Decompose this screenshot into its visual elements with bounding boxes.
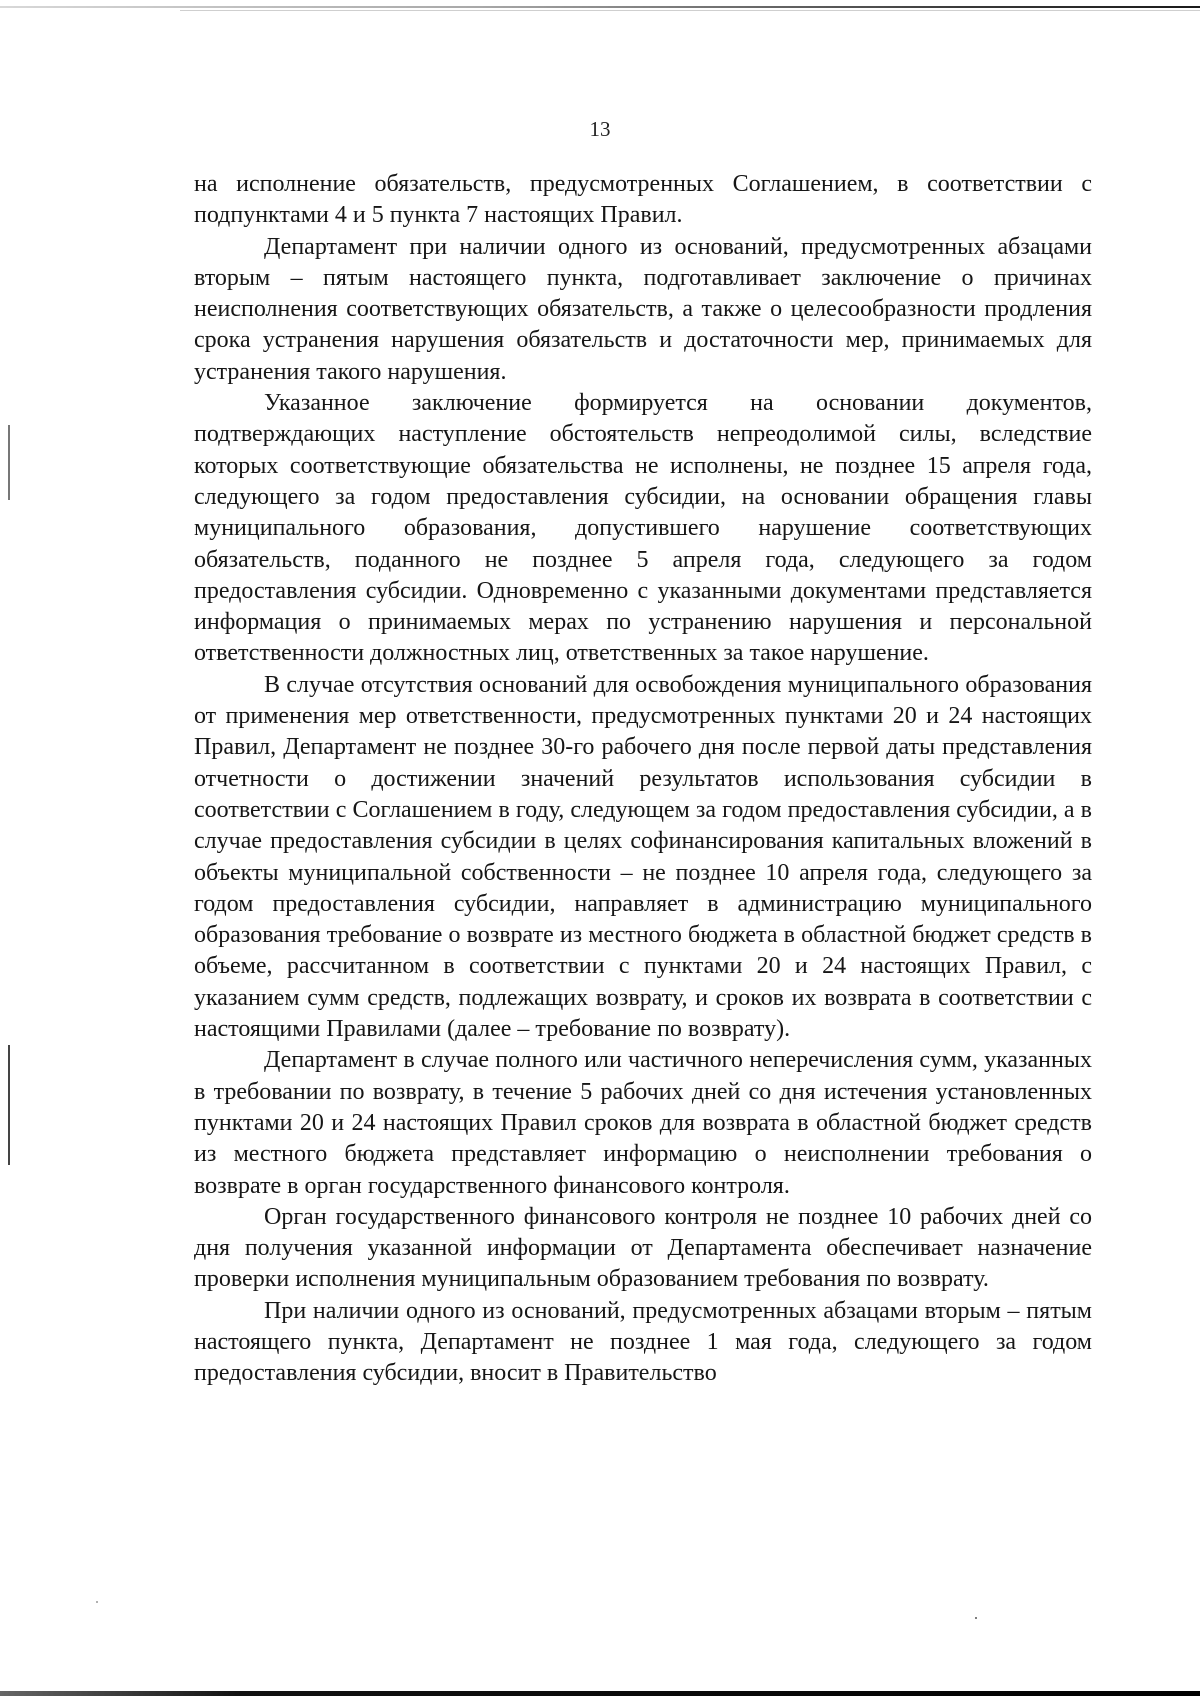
scan-speck [96,1601,98,1603]
paragraph: В случае отсутствия оснований для освобождения муниципального образования от применения мер ответственности, предусмотренных пунктами 20 и 24 настоящих Правил, Департамент не позднее 30-го рабочего дня после первой даты представления отчетности о достижении значений результатов использования субсидии в соответствии с Соглашением в году, следующем за годом предоставления субсидии, а в случае предоставления субсидии в целях софинансирования капитальных вложений в объекты муниципальной собственности – не позднее 10 апреля года, следующего за годом предоставления субсидии, направляет в администрацию муниципального образования требование о возврате из местного бюджета в областной бюджет средств в объеме, рассчитанном в соответствии с пунктами 20 и 24 настоящих Правил, с указанием сумм средств, подлежащих возврату, и сроков их возврата в соответствии с настоящими Правилами (далее – требование по возврату). [194,671,1092,1043]
scan-top-edge [0,6,1200,8]
scan-top-edge-faint [180,10,1200,11]
paragraph: Орган государственного финансового контроля не позднее 10 рабочих дней со дня получения указанной информации от Департамента обеспечивает назначение проверки исполнения муниципальным образованием требования по возврату. [194,1203,1092,1293]
scan-left-mark [8,425,10,500]
scan-bottom-edge [0,1691,1200,1696]
scan-speck [975,1617,977,1619]
document-body [194,169,1092,1390]
paragraph: При наличии одного из оснований, предусмотренных абзацами вторым – пятым настоящего пункта, Департамент не позднее 1 мая года, следующего за годом предоставления субсидии, вносит в Правительство [194,1297,1092,1387]
paragraph: Указанное заключение формируется на основании документов, подтверждающих наступление обстоятельств непреодолимой силы, вследствие которых соответствующие обязательства не исполнены, не позднее 15 апреля года, следующего за годом предоставления субсидии, на основании обращения главы муниципального образования, допустившего нарушение соответствующих обязательств, поданного не позднее 5 апреля года, следующего за годом предоставления субсидии. Одновременно с указанными документами представляется информация о принимаемых мерах по устранению нарушения и персональной ответственности должностных лиц, ответственных за такое нарушение. [194,390,1092,667]
scan-left-mark [8,1045,10,1165]
paragraph: Департамент в случае полного или частичного неперечисления сумм, указанных в требовании по возврату, в течение 5 рабочих дней со дня истечения установленных пунктами 20 и 24 настоящих Правил сроков для возврата в областной бюджет средств из местного бюджета представляет информацию о неисполнении требования о возврате в орган государственного финансового контроля. [194,1047,1092,1199]
page-number: 13 [589,117,611,141]
paragraph: Департамент при наличии одного из оснований, предусмотренных абзацами вторым – пятым настоящего пункта, подготавливает заключение о причинах неисполнения соответствующих обязательств, а также о целесообразности продления срока устранения нарушения обязательств и достаточности мер, принимаемых для устранения такого нарушения. [194,233,1092,385]
paragraph: на исполнение обязательств, предусмотренных Соглашением, в соответствии с подпунктами 4 и 5 пункта 7 настоящих Правил. [194,171,1092,229]
